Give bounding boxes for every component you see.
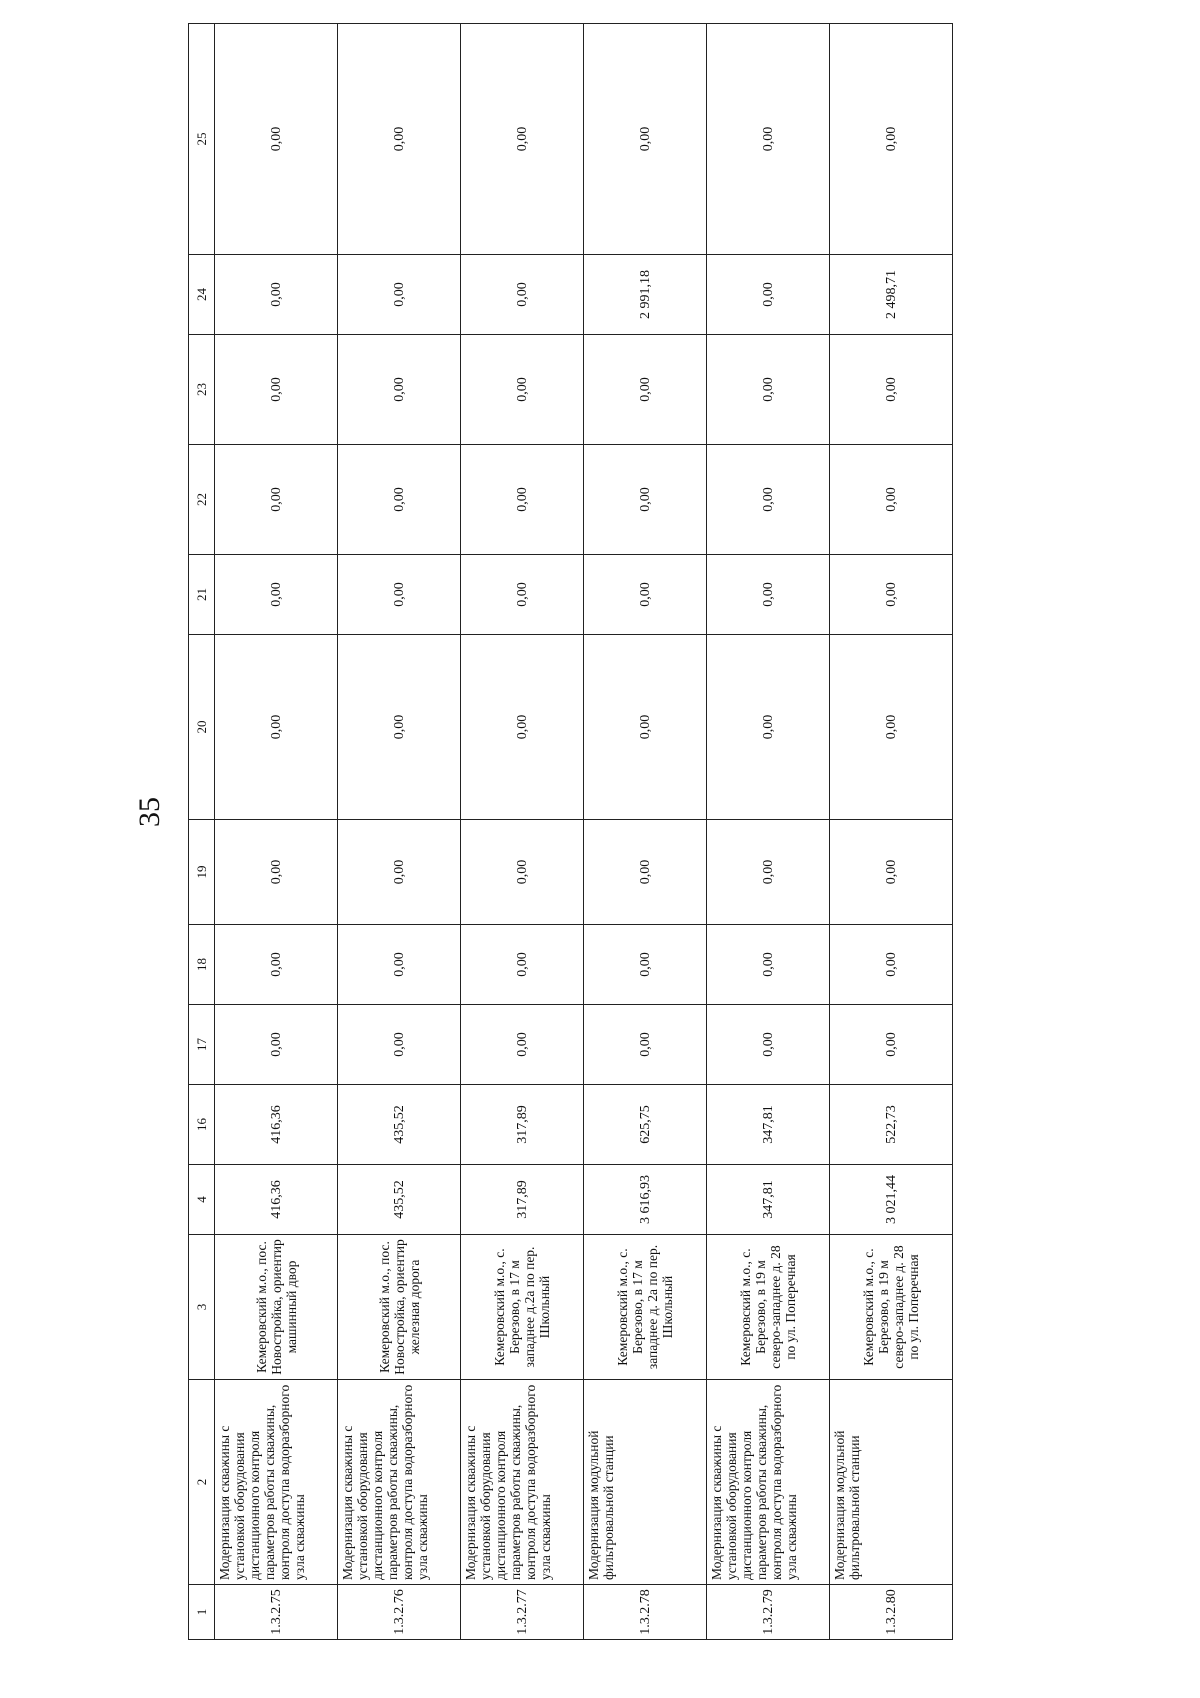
- row-id: 1.3.2.76: [338, 1585, 461, 1640]
- row-address: Кемеровский м.о., с. Березово, в 17 м западнее д.2а по пер. Школьный: [461, 1235, 584, 1380]
- value-cell: 435,52: [338, 1085, 461, 1165]
- value-cell: 0,00: [215, 635, 338, 820]
- header-cell: 2: [189, 1380, 215, 1585]
- row-address: Кемеровский м.о., с. Березово, в 17 м западнее д. 2а по пер. Школьный: [584, 1235, 707, 1380]
- value-cell: 0,00: [338, 555, 461, 635]
- value-cell: 0,00: [461, 555, 584, 635]
- value-cell: 0,00: [338, 820, 461, 925]
- value-cell: 0,00: [461, 820, 584, 925]
- value-cell: 0,00: [215, 1005, 338, 1085]
- value-cell: 0,00: [461, 1005, 584, 1085]
- table-row: [707, 24, 830, 1640]
- value-cell: 317,89: [461, 1085, 584, 1165]
- value-cell: 0,00: [215, 820, 338, 925]
- value-cell: 0,00: [707, 1005, 830, 1085]
- value-cell: 0,00: [830, 555, 953, 635]
- header-cell: 24: [189, 255, 215, 335]
- value-cell: 0,00: [584, 24, 707, 255]
- table-row: [584, 24, 707, 1640]
- header-cell: 25: [189, 24, 215, 255]
- row-id: 1.3.2.75: [215, 1585, 338, 1640]
- table-row: [461, 24, 584, 1640]
- value-cell: 0,00: [338, 255, 461, 335]
- value-cell: 435,52: [338, 1165, 461, 1235]
- value-cell: 0,00: [584, 445, 707, 555]
- table-row: [338, 24, 461, 1640]
- value-cell: 0,00: [215, 445, 338, 555]
- value-cell: 625,75: [584, 1085, 707, 1165]
- value-cell: 347,81: [707, 1165, 830, 1235]
- value-cell: 0,00: [584, 335, 707, 445]
- value-cell: 0,00: [215, 335, 338, 445]
- value-cell: 0,00: [707, 635, 830, 820]
- value-cell: 0,00: [707, 445, 830, 555]
- value-cell: 0,00: [707, 335, 830, 445]
- value-cell: 0,00: [338, 635, 461, 820]
- value-cell: 0,00: [461, 255, 584, 335]
- header-row: [189, 24, 215, 1640]
- value-cell: 0,00: [461, 335, 584, 445]
- value-cell: 0,00: [830, 24, 953, 255]
- value-cell: 0,00: [707, 24, 830, 255]
- value-cell: 416,36: [215, 1165, 338, 1235]
- value-cell: 0,00: [830, 335, 953, 445]
- value-cell: 2 498,71: [830, 255, 953, 335]
- value-cell: 0,00: [707, 255, 830, 335]
- header-cell: 22: [189, 445, 215, 555]
- data-table: [188, 23, 953, 1640]
- value-cell: 317,89: [461, 1165, 584, 1235]
- value-cell: 3 021,44: [830, 1165, 953, 1235]
- row-id: 1.3.2.79: [707, 1585, 830, 1640]
- header-cell: 1: [189, 1585, 215, 1640]
- value-cell: 0,00: [830, 925, 953, 1005]
- value-cell: 0,00: [461, 24, 584, 255]
- value-cell: 0,00: [338, 24, 461, 255]
- value-cell: 0,00: [338, 1005, 461, 1085]
- table-container: [188, 24, 933, 1640]
- value-cell: 0,00: [338, 445, 461, 555]
- header-cell: 21: [189, 555, 215, 635]
- row-id: 1.3.2.77: [461, 1585, 584, 1640]
- value-cell: 0,00: [830, 1005, 953, 1085]
- value-cell: 0,00: [584, 820, 707, 925]
- row-address: Кемеровский м.о., пос. Новостройка, ориентир машинный двор: [215, 1235, 338, 1380]
- row-description: Модернизация модульной фильтровальной станции: [584, 1380, 707, 1585]
- row-address: Кемеровский м.о., с. Березово, в 19 м северо-западнее д. 28 по ул. Поперечная: [830, 1235, 953, 1380]
- table-row: [215, 24, 338, 1640]
- row-description: Модернизация скважины с установкой оборудования дистанционного контроля параметров работы скважины, контроля доступа водоразборного узла скважины: [461, 1380, 584, 1585]
- value-cell: 0,00: [461, 925, 584, 1005]
- value-cell: 0,00: [830, 820, 953, 925]
- value-cell: 0,00: [338, 335, 461, 445]
- value-cell: 0,00: [584, 925, 707, 1005]
- header-cell: 3: [189, 1235, 215, 1380]
- header-cell: 19: [189, 820, 215, 925]
- header-cell: 20: [189, 635, 215, 820]
- row-description: Модернизация скважины с установкой оборудования дистанционного контроля параметров работы скважины, контроля доступа водоразборного узла скважины: [707, 1380, 830, 1585]
- row-id: 1.3.2.78: [584, 1585, 707, 1640]
- value-cell: 0,00: [215, 555, 338, 635]
- value-cell: 347,81: [707, 1085, 830, 1165]
- value-cell: 416,36: [215, 1085, 338, 1165]
- header-cell: 18: [189, 925, 215, 1005]
- value-cell: 0,00: [461, 635, 584, 820]
- value-cell: 0,00: [584, 555, 707, 635]
- value-cell: 0,00: [830, 635, 953, 820]
- value-cell: 0,00: [707, 555, 830, 635]
- value-cell: 0,00: [830, 445, 953, 555]
- row-id: 1.3.2.80: [830, 1585, 953, 1640]
- value-cell: 0,00: [584, 1005, 707, 1085]
- value-cell: 0,00: [584, 635, 707, 820]
- value-cell: 0,00: [215, 255, 338, 335]
- page-number: 35: [133, 797, 166, 827]
- value-cell: 0,00: [338, 925, 461, 1005]
- value-cell: 0,00: [707, 925, 830, 1005]
- header-cell: 16: [189, 1085, 215, 1165]
- value-cell: 522,73: [830, 1085, 953, 1165]
- row-description: Модернизация модульной фильтровальной станции: [830, 1380, 953, 1585]
- row-description: Модернизация скважины с установкой оборудования дистанционного контроля параметров работы скважины, контроля доступа водоразборного узла скважины: [338, 1380, 461, 1585]
- header-cell: 23: [189, 335, 215, 445]
- value-cell: 0,00: [707, 820, 830, 925]
- value-cell: 0,00: [461, 445, 584, 555]
- row-address: Кемеровский м.о., с. Березово, в 19 м северо-западнее д. 28 по ул. Поперечная: [707, 1235, 830, 1380]
- value-cell: 0,00: [215, 24, 338, 255]
- header-cell: 17: [189, 1005, 215, 1085]
- value-cell: 2 991,18: [584, 255, 707, 335]
- header-cell: 4: [189, 1165, 215, 1235]
- table-row: [830, 24, 953, 1640]
- row-description: Модернизация скважины с установкой оборудования дистанционного контроля параметров работы скважины, контроля доступа водоразборного узла скважины: [215, 1380, 338, 1585]
- value-cell: 3 616,93: [584, 1165, 707, 1235]
- value-cell: 0,00: [215, 925, 338, 1005]
- row-address: Кемеровский м.о., пос. Новостройка, ориентир железная дорога: [338, 1235, 461, 1380]
